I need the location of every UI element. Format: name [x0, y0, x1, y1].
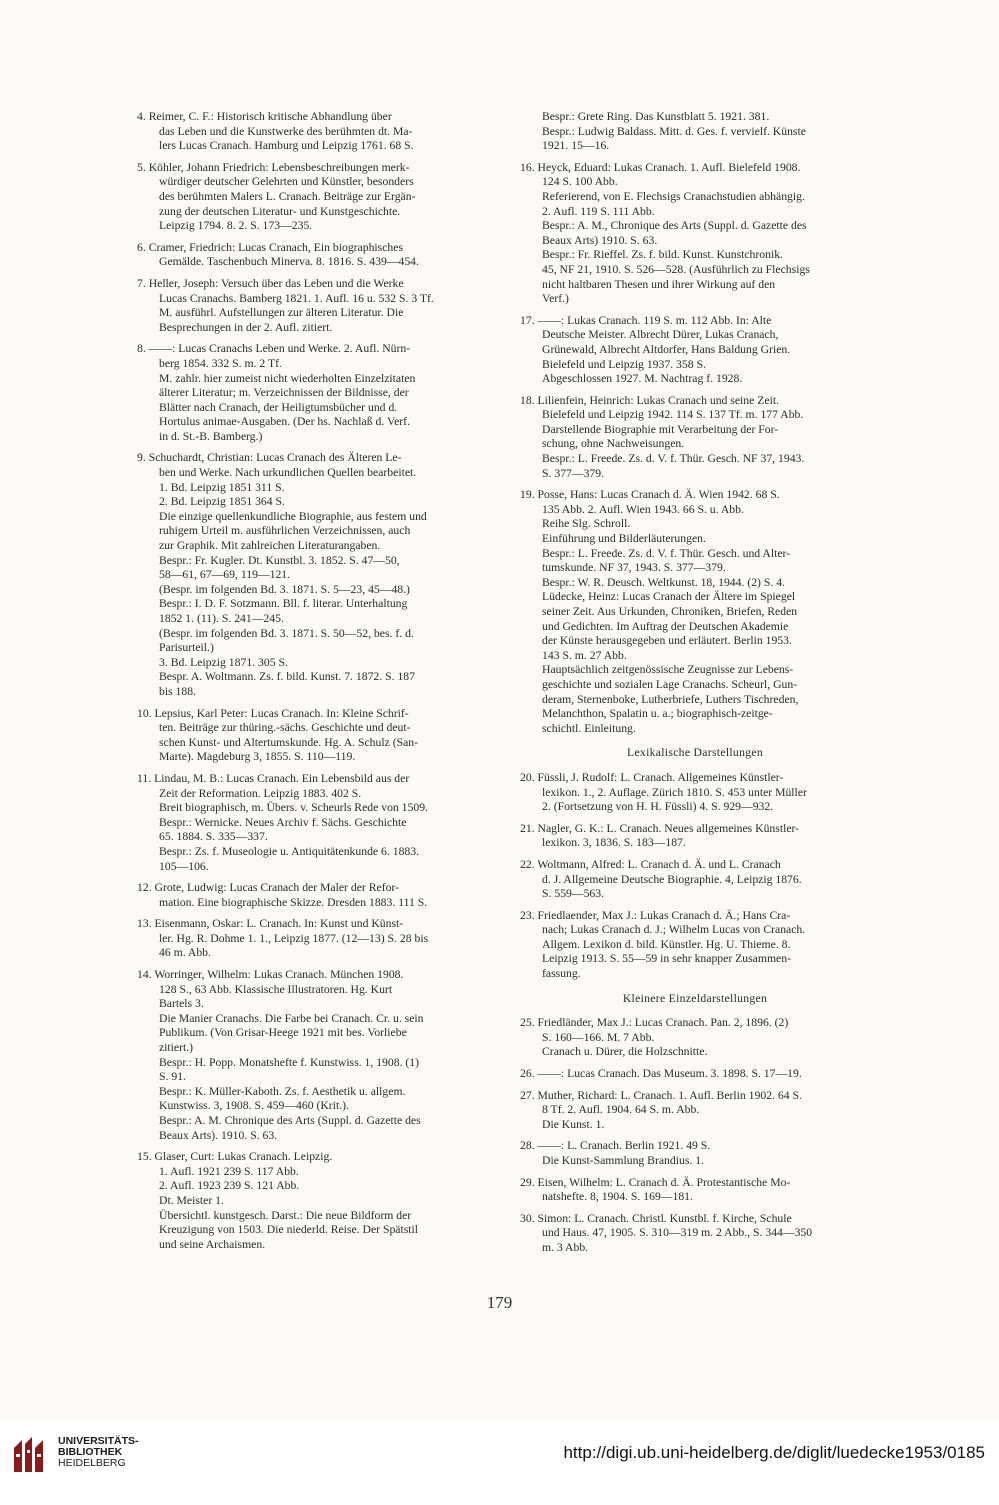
entry-detail-line: Deutsche Meister. Albrecht Dürer, Lukas Cranach,	[542, 328, 779, 342]
entry-detail-line: 135 Abb. 2. Aufl. Wien 1943. 66 S. u. Abb.	[542, 502, 744, 516]
entry-detail-line: (Bespr. im folgenden Bd. 3. 1871. S. 5—23, 45—48.)	[159, 582, 410, 596]
university-library-logo-icon	[10, 1434, 52, 1474]
page-number: 179	[486, 1293, 513, 1312]
entry-detail-line: Publikum. (Von Grisar-Heege 1921 mit bes. Vorliebe	[159, 1026, 407, 1040]
entry-detail-line: M. zahlr. hier zumeist nicht wiederholten Einzelzitaten	[159, 371, 416, 385]
entry-detail-line: Reihe Slg. Schroll.	[542, 517, 631, 531]
entry-detail-line: 1. Aufl. 1921 239 S. 117 Abb.	[159, 1164, 299, 1178]
entry-detail-line: Besprechungen in der 2. Aufl. zitiert.	[159, 320, 333, 334]
entry-detail-line: 65. 1884. S. 335—337.	[159, 830, 268, 844]
bibliography-entry	[520, 1067, 870, 1082]
entry-detail-line: Kunstwiss. 3, 1908. S. 459—460 (Krit.).	[159, 1099, 349, 1113]
entry-detail-line: Grünewald, Albrecht Altdorfer, Hans Baldung Grien.	[542, 342, 791, 356]
bibliography-entry	[137, 451, 482, 699]
entry-detail-line: natshefte. 8, 1904. S. 169—181.	[542, 1190, 693, 1204]
entry-detail-line: 58—61, 67—69, 119—121.	[159, 568, 291, 582]
entry-detail-line: 2. Aufl. 119 S. 111 Abb.	[542, 204, 655, 218]
entry-title-line: 17. ——: Lukas Cranach. 119 S. m. 112 Abb. In: Alte	[520, 313, 772, 327]
entry-detail-line: Abgeschlossen 1927. M. Nachtrag f. 1928.	[542, 372, 743, 386]
entry-title-line: 8. ——: Lucas Cranachs Leben und Werke. 2. Aufl. Nürn-	[137, 342, 411, 356]
entry-title-line: 20. Füssli, J. Rudolf: L. Cranach. Allgemeines Künstler-	[520, 770, 784, 784]
bibliography-entry	[520, 1139, 870, 1168]
entry-detail-line: Einführung und Bilderläuterungen.	[542, 532, 706, 546]
entry-detail-line: Hauptsächlich zeitgenössische Zeugnisse zur Lebens-	[542, 663, 794, 677]
entry-detail-line: Bespr.: Grete Ring. Das Kunstblatt 5. 1921. 381.	[542, 110, 770, 123]
entry-title-line: 18. Lilienfein, Heinrich: Lukas Cranach und seine Zeit.	[520, 393, 779, 407]
entry-detail-line: und seine Archaismen.	[159, 1237, 266, 1251]
entry-detail-line: der Künste herausgegeben und erläutert. Berlin 1953.	[542, 634, 792, 648]
entry-detail-line: Dt. Meister 1.	[159, 1193, 224, 1207]
bibliography-entry	[137, 772, 482, 874]
entry-detail-line: 2. Aufl. 1923 239 S. 121 Abb.	[159, 1179, 300, 1193]
bibliography-entry	[520, 822, 870, 851]
section-heading: Lexikalische Darstellungen	[627, 746, 763, 760]
entry-detail-line: schen Kunst- und Altertumskunde. Hg. A. Schulz (San-	[159, 735, 419, 749]
entry-detail-line: Die einzige quellenkundliche Biographie, aus festem und	[159, 509, 427, 523]
entry-title-line: 27. Muther, Richard: L. Cranach. 1. Aufl. Berlin 1902. 64 S.	[520, 1088, 802, 1102]
entry-title-line: 16. Heyck, Eduard: Lukas Cranach. 1. Aufl. Bielefeld 1908.	[520, 160, 801, 174]
entry-detail-line: 128 S., 63 Abb. Klassische Illustratoren. Hg. Kurt	[159, 982, 393, 996]
entry-detail-line: in d. St.-B. Bamberg.)	[159, 429, 263, 443]
entry-detail-line: älterer Literatur; m. Verzeichnissen der Bildnisse, der	[159, 386, 409, 400]
entry-detail-line: Referierend, von E. Flechsigs Cranachstudien abhängig.	[542, 189, 805, 203]
bibliography-entry	[520, 314, 870, 387]
bibliography-entry	[137, 241, 482, 270]
entry-detail-line: Leipzig 1794. 8. 2. S. 173—235.	[159, 219, 313, 233]
entry-title-line: 23. Friedlaender, Max J.: Lukas Cranach d. Ä.; Hans Cra-	[520, 908, 791, 922]
entry-title-line: 7. Heller, Joseph: Versuch über das Leben und die Werke	[137, 276, 404, 290]
entry-detail-line: S. 160—166. M. 7 Abb.	[542, 1030, 655, 1044]
entry-detail-line: Blätter nach Cranach, der Heiligtumsbücher und d.	[159, 400, 398, 414]
entry-detail-line: Bespr.: W. R. Deusch. Weltkunst. 18, 1944. (2) S. 4.	[542, 575, 785, 589]
entry-detail-line: Verf.)	[542, 292, 569, 306]
entry-detail-line: 2. (Fortsetzung von H. H. Füssli) 4. S. 929—932.	[542, 800, 774, 814]
entry-detail-line: zung der deutschen Literatur- und Kunstgeschichte.	[159, 204, 401, 218]
bibliography-left-column	[137, 110, 482, 1259]
entry-detail-line: bis 188.	[159, 684, 197, 698]
entry-detail-line: Bartels 3.	[159, 997, 204, 1011]
entry-detail-line: das Leben und die Kunstwerke des berühmten dt. Ma-	[159, 124, 413, 138]
entry-detail-line: Bespr.: Ludwig Baldass. Mitt. d. Ges. f. vervielf. Künste	[542, 124, 806, 138]
entry-detail-line: ben und Werke. Nach urkundlichen Quellen bearbeitet.	[159, 466, 417, 480]
bibliography-entry	[137, 707, 482, 765]
entry-detail-line: 3. Bd. Leipzig 1871. 305 S.	[159, 655, 288, 669]
entry-title-line: 12. Grote, Ludwig: Lucas Cranach der Maler der Refor-	[137, 881, 399, 895]
bibliography-entry	[137, 917, 482, 961]
entry-title-line: 9. Schuchardt, Christian: Lucas Cranach des Älteren Le-	[137, 451, 402, 465]
entry-detail-line: Bielefeld und Leipzig 1942. 114 S. 137 Tf. m. 177 Abb.	[542, 408, 804, 422]
bibliography-entry	[520, 488, 870, 736]
entry-detail-line: Bespr.: Fr. Kugler. Dt. Kunstbl. 3. 1852. S. 47—50,	[159, 553, 400, 567]
bibliography-entry	[137, 881, 482, 910]
entry-detail-line: nicht haltbaren Thesen und ihrer Wirkung auf den	[542, 277, 776, 291]
entry-detail-line: Bespr.: L. Freede. Zs. d. V. f. Thür. Gesch. NF 37, 1943.	[542, 452, 805, 466]
entry-detail-line: d. J. Allgemeine Deutsche Biographie. 4, Leipzig 1876.	[542, 872, 802, 886]
entry-detail-line: 2. Bd. Leipzig 1851 364 S.	[159, 495, 285, 509]
entry-detail-line: Leipzig 1913. S. 55—59 in sehr knapper Zusammen-	[542, 952, 791, 966]
entry-detail-line: geschichte und sozialen Lage Cranachs. Scheurl, Gun-	[542, 677, 798, 691]
entry-detail-line: Allgem. Lexikon d. bild. Künstler. Hg. U. Thieme. 8.	[542, 937, 791, 951]
entry-detail-line: Die Manier Cranachs. Die Farbe bei Cranach. Cr. u. sein	[159, 1011, 424, 1025]
entry-detail-line: Breit biographisch, m. Übers. v. Scheurls Rede von 1509.	[159, 801, 428, 815]
entry-detail-line: (Bespr. im folgenden Bd. 3. 1871. S. 50—52, bes. f. d.	[159, 626, 414, 640]
entry-detail-line: ruhigem Urteil m. ausführlichen Verzeichnissen, auch	[159, 524, 411, 538]
entry-detail-line: Übersichtl. kunstgesch. Darst.: Die neue Bildform der	[159, 1208, 412, 1222]
bibliography-entry	[137, 968, 482, 1143]
entry-title-line: 21. Nagler, G. K.: L. Cranach. Neues allgemeines Künstler-	[520, 821, 800, 835]
entry-detail-line: 143 S. m. 27 Abb.	[542, 648, 627, 662]
entry-detail-line: lers Lucas Cranach. Hamburg und Leipzig 1761. 68 S.	[159, 139, 414, 153]
entry-detail-line: Bespr.: A. M., Chronique des Arts (Suppl. d. Gazette des	[542, 219, 807, 233]
bibliography-right-column	[520, 110, 870, 1263]
entry-detail-line: Lüdecke, Heinz: Lucas Cranach der Ältere im Spiegel	[542, 590, 796, 604]
entry-title-line: 5. Köhler, Johann Friedrich: Lebensbeschreibungen merk-	[137, 160, 410, 174]
bibliography-entry	[520, 1212, 870, 1256]
bibliography-entry	[520, 1089, 870, 1133]
entry-detail-line: Beaux Arts). 1910. S. 63.	[159, 1128, 278, 1142]
entry-detail-line: zur Graphik. Mit zahlreichen Literaturangaben.	[159, 539, 381, 553]
entry-detail-line: Beaux Arts) 1910. S. 63.	[542, 233, 658, 247]
entry-title-line: 30. Simon: L. Cranach. Christl. Kunstbl. f. Kirche, Schule	[520, 1211, 792, 1225]
entry-detail-line: schung, ohne Nachweisungen.	[542, 437, 685, 451]
entry-detail-line: fassung.	[542, 967, 581, 981]
entry-detail-line: Melanchthon, Spalatin u. a.; biographisch-zeitge-	[542, 707, 773, 721]
entry-detail-line: S. 91.	[159, 1070, 186, 1084]
entry-title-line: 29. Eisen, Wilhelm: L. Cranach d. Ä. Protestantische Mo-	[520, 1175, 791, 1189]
entry-detail-line: Die Kunst. 1.	[542, 1117, 605, 1131]
entry-detail-line: zitiert.)	[159, 1041, 194, 1055]
entry-detail-line: seiner Zeit. Aus Urkunden, Chroniken, Briefen, Reden	[542, 605, 798, 618]
entry-detail-line: Bespr.: I. D. F. Sotzmann. Bll. f. literar. Unterhaltung	[159, 597, 408, 611]
entry-detail-line: Bielefeld und Leipzig 1937. 358 S.	[542, 357, 706, 371]
entry-title-line: 25. Friedländer, Max J.: Lucas Cranach. Pan. 2, 1896. (2)	[520, 1016, 789, 1030]
bibliography-entry	[520, 1176, 870, 1205]
entry-detail-line: des berühmten Malers L. Cranach. Beiträge zur Ergän-	[159, 189, 416, 203]
entry-detail-line: nach; Lukas Cranach d. J.; Wilhelm Lucas von Cranach.	[542, 923, 806, 937]
entry-detail-line: ten. Beiträge zur thüring.-sächs. Geschichte und deut-	[159, 721, 411, 735]
entry-detail-line: tumskunde. NF 37, 1943. S. 377—379.	[542, 561, 726, 575]
entry-title-line: 6. Cramer, Friedrich: Lucas Cranach, Ein biographisches	[137, 240, 403, 254]
entry-detail-line: Gemälde. Taschenbuch Minerva. 8. 1816. S. 439—454.	[159, 255, 419, 269]
bibliography-entry	[137, 110, 482, 154]
entry-detail-line: Bespr. A. Woltmann. Zs. f. bild. Kunst. 7. 1872. S. 187	[159, 670, 415, 684]
entry-detail-line: Parisurteil.)	[159, 641, 214, 655]
entry-detail-line: ler. Hg. R. Dohme 1. 1., Leipzig 1877. (12—13) S. 28 bis	[159, 931, 429, 945]
entry-detail-line: 105—106.	[159, 859, 209, 873]
entry-detail-line: und Haus. 47, 1905. S. 310—319 m. 2 Abb., S. 344—350	[542, 1226, 813, 1240]
entry-detail-line: Cranach u. Dürer, die Holzschnitte.	[542, 1045, 708, 1059]
entry-title-line: 28. ——: L. Cranach. Berlin 1921. 49 S.	[520, 1139, 711, 1153]
entry-title-line: 22. Woltmann, Alfred: L. Cranach d. Ä. und L. Cranach	[520, 857, 781, 871]
entry-title-line: 11. Lindau, M. B.: Lucas Cranach. Ein Lebensbild aus der	[137, 771, 410, 785]
bibliography-entry	[520, 1016, 870, 1060]
entry-detail-line: berg 1854. 332 S. m. 2 Tf.	[159, 356, 282, 370]
bibliography-entry	[137, 277, 482, 335]
entry-detail-line: Bespr.: A. M. Chronique des Arts (Suppl. d. Gazette des	[159, 1114, 421, 1127]
bibliography-entry	[520, 110, 870, 154]
entry-title-line: 15. Glaser, Curt: Lukas Cranach. Leipzig.	[137, 1150, 333, 1164]
entry-detail-line: 1. Bd. Leipzig 1851 311 S.	[159, 480, 285, 494]
bibliography-entry	[520, 394, 870, 482]
permalink-url[interactable]: http://digi.ub.uni-heidelberg.de/diglit/luedecke1953/0185	[563, 1443, 985, 1462]
university-library-logo-text	[58, 1436, 139, 1469]
bibliography-entry	[520, 771, 870, 815]
bibliography-entry	[520, 161, 870, 307]
entry-detail-line: Bespr.: Fr. Rieffel. Zs. f. bild. Kunst. Kunstchronik.	[542, 248, 783, 262]
entry-detail-line: Bespr.: K. Müller-Kaboth. Zs. f. Aesthetik u. allgem.	[159, 1084, 406, 1098]
entry-detail-line: Lucas Cranachs. Bamberg 1821. 1. Aufl. 16 u. 532 S. 3 Tf.	[159, 291, 434, 305]
entry-detail-line: M. ausführl. Aufstellungen zur älteren Literatur. Die	[159, 306, 404, 320]
bibliography-entry	[520, 909, 870, 982]
bibliography-entry	[137, 1150, 482, 1252]
entry-detail-line: Hortulus animae-Ausgaben. (Der hs. Nachlaß d. Verf.	[159, 415, 410, 429]
bibliography-entry	[137, 342, 482, 444]
section-heading: Kleinere Einzeldarstellungen	[622, 991, 768, 1005]
entry-detail-line: und Gedichten. Im Auftrag der Deutschen Akademie	[542, 619, 789, 633]
entry-detail-line: Zeit der Reformation. Leipzig 1883. 402 S.	[159, 786, 362, 800]
entry-detail-line: Die Kunst-Sammlung Brandius. 1.	[542, 1154, 704, 1167]
entry-detail-line: 46 m. Abb.	[159, 946, 211, 960]
entry-detail-line: Bespr.: H. Popp. Monatshefte f. Kunstwiss. 1, 1908. (1)	[159, 1055, 420, 1069]
entry-title-line: 19. Posse, Hans: Lucas Cranach d. Ä. Wien 1942. 68 S.	[520, 488, 780, 502]
entry-title-line: 10. Lepsius, Karl Peter: Lucas Cranach. In: Kleine Schrif-	[137, 706, 409, 720]
entry-detail-line: würdiger deutscher Gelehrten und Künstler, besonders	[159, 175, 414, 189]
entry-detail-line: Darstellende Biographie mit Verarbeitung der For-	[542, 422, 779, 436]
entry-title-line: 4. Reimer, C. F.: Historisch kritische Abhandlung über	[137, 110, 392, 123]
entry-detail-line: S. 377—379.	[542, 466, 605, 480]
entry-detail-line: Bespr.: Wernicke. Neues Archiv f. Sächs. Geschichte	[159, 815, 407, 829]
entry-detail-line: Bespr.: L. Freede. Zs. d. V. f. Thür. Gesch. und Alter-	[542, 546, 791, 560]
entry-detail-line: Bespr.: Zs. f. Museologie u. Antiquitätenkunde 6. 1883.	[159, 844, 420, 858]
entry-detail-line: Kreuzigung von 1503. Die niederld. Reise. Der Spätstil	[159, 1223, 419, 1237]
entry-title-line: 14. Worringer, Wilhelm: Lukas Cranach. München 1908.	[137, 968, 404, 982]
bibliography-entry	[520, 858, 870, 902]
entry-detail-line: m. 3 Abb.	[542, 1240, 589, 1254]
entry-detail-line: 45, NF 21, 1910. S. 526—528. (Ausführlich zu Flechsigs	[542, 262, 810, 276]
entry-title-line: 13. Eisenmann, Oskar: L. Cranach. In: Kunst und Künst-	[137, 917, 404, 931]
entry-title-line: 26. ——: Lucas Cranach. Das Museum. 3. 1898. S. 17—19.	[520, 1067, 802, 1081]
entry-detail-line: 124 S. 100 Abb.	[542, 175, 618, 189]
entry-detail-line: 1921. 15—16.	[542, 139, 610, 153]
entry-detail-line: lexikon. 1., 2. Auflage. Zürich 1810. S. 453 unter Müller	[542, 785, 807, 799]
entry-detail-line: mation. Eine biographische Skizze. Dresden 1883. 111 S.	[159, 895, 428, 909]
logo-line-2: BIBLIOTHEK	[58, 1446, 123, 1458]
entry-detail-line: lexikon. 3, 1836. S. 183—187.	[542, 836, 686, 850]
bibliography-entry	[137, 161, 482, 234]
logo-line-3: HEIDELBERG	[58, 1457, 126, 1469]
logo-line-1: UNIVERSITÄTS-	[58, 1435, 139, 1447]
entry-detail-line: schichtl. Einleitung.	[542, 721, 636, 735]
entry-detail-line: deram, Sternenboke, Lutherbriefe, Luthers Tischreden,	[542, 692, 799, 706]
entry-detail-line: Marte). Magdeburg 3, 1855. S. 110—119.	[159, 750, 356, 764]
entry-detail-line: 1852 1. (11). S. 241—245.	[159, 612, 284, 625]
entry-detail-line: S. 559—563.	[542, 887, 605, 901]
entry-detail-line: 8 Tf. 2. Aufl. 1904. 64 S. m. Abb.	[542, 1103, 700, 1117]
